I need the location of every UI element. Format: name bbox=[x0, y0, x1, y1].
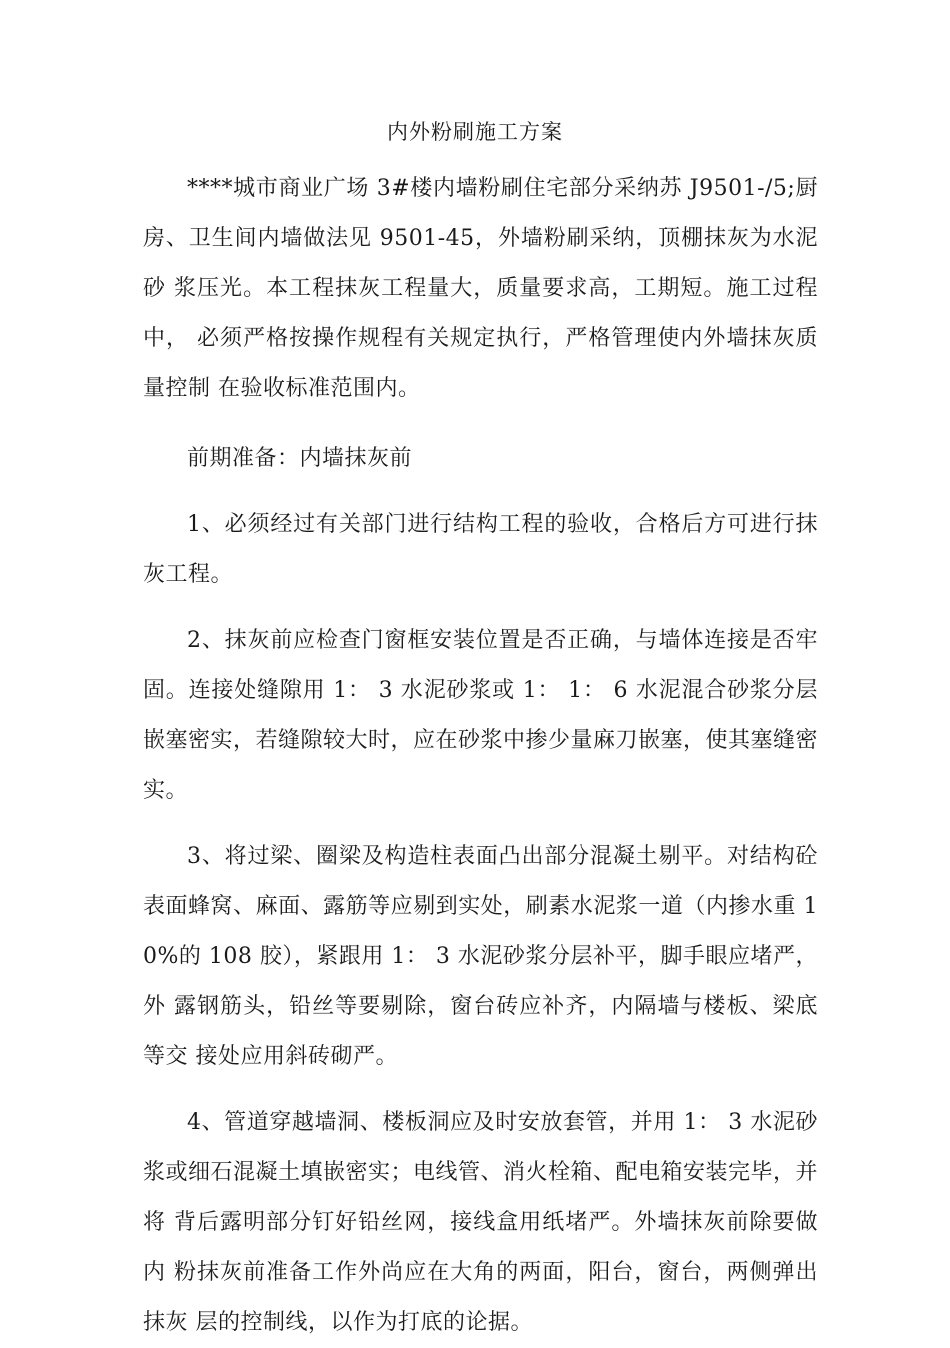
preparation-heading: 前期准备：内墙抹灰前 bbox=[187, 446, 413, 471]
step-4-paragraph: 4、管道穿越墙洞、楼板洞应及时安放套管，并用 1： 3 水泥砂浆或细石混凝土填嵌密实；电线管、消火栓箱、配电箱安装完毕，并将 背后露明部分钉好铅丝网，接线盒用纸堵严。外墙抹灰前除要做内 粉抹灰前准备工作外尚应在大角的两面，阳台，窗台，两侧弹出抹灰 层的控制线，以作为打底的论据。 bbox=[143, 1110, 819, 1335]
step-3-paragraph: 3、将过梁、圈梁及构造柱表面凸出部分混凝土剔平。对结构砼 表面蜂窝、麻面、露筋等应剔到实处，刷素水泥浆一道（内掺水重 10%的 108 胶），紧跟用 1： 3 水泥砂浆分层补平，脚手眼应堵严，外 露钢筋头，铅丝等要剔除，窗台砖应补齐，内隔墙与楼板、梁底等交 接处应用斜砖砌严。 bbox=[143, 844, 818, 1069]
document-body bbox=[143, 164, 818, 1348]
step-1-paragraph: 1、必须经过有关部门进行结构工程的验收，合格后方可进行抹 灰工程。 bbox=[143, 512, 818, 587]
step-2-paragraph: 2、抹灰前应检查门窗框安装位置是否正确，与墙体连接是否牢固。连接处缝隙用 1： 3 水泥砂浆或 1： 1： 6 水泥混合砂浆分层嵌塞密实，若缝隙较大时，应在砂浆中掺少量麻刀嵌塞，使其塞缝密实。 bbox=[143, 628, 819, 803]
intro-paragraph: ****城市商业广场 3#楼内墙粉刷住宅部分采纳苏 J9501-/5;厨 房、卫生间内墙做法见 9501-45，外墙粉刷采纳，顶棚抹灰为水泥砂 浆压光。本工程抹灰工程量大，质量要求高，工期短。施工过程中， 必须严格按操作规程有关规定执行，严格管理使内外墙抹灰质量控制 在验收标准范围内。 bbox=[143, 176, 818, 401]
document-title: 内外粉刷施工方案 bbox=[387, 120, 563, 144]
